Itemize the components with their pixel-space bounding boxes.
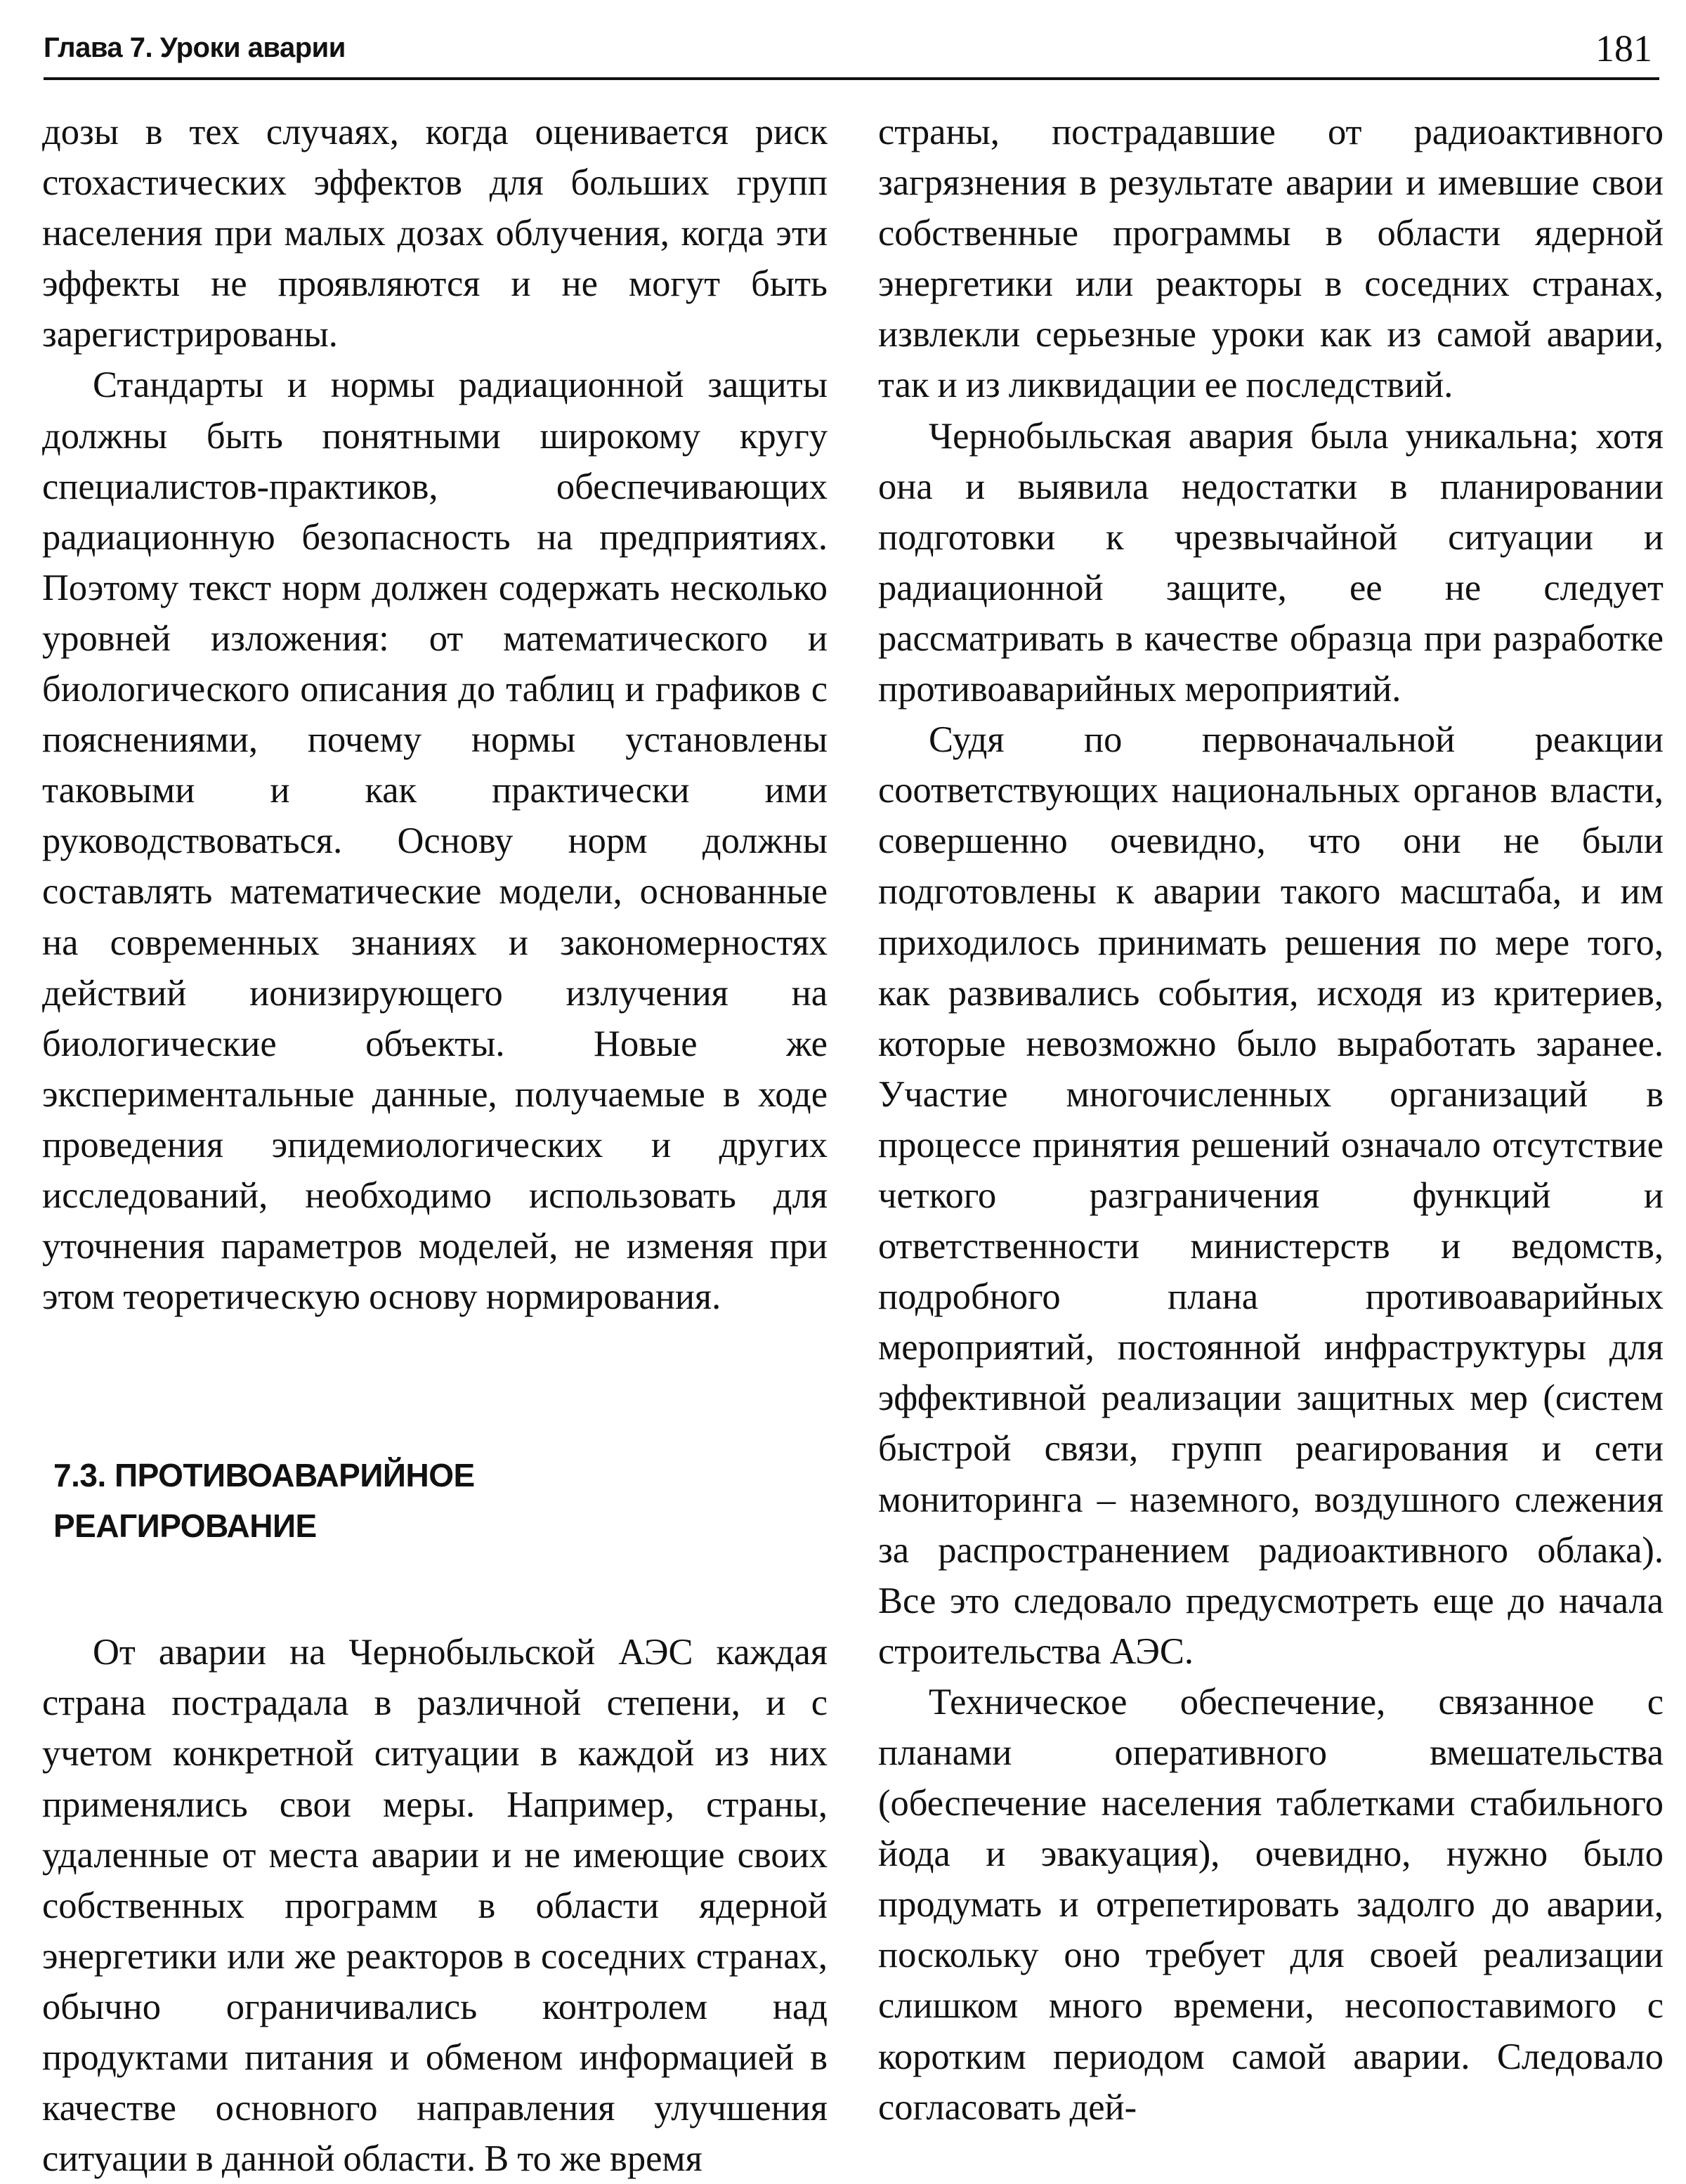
page-header [44,27,1659,80]
section-heading-line: 7.3. ПРОТИВОАВАРИЙНОЕ [53,1457,475,1494]
section-heading-line: РЕАГИРОВАНИЕ [53,1508,317,1545]
right-column [878,107,1664,2133]
paragraph: От аварии на Чернобыльской АЭС каждая страна пострадала в различной степени, и с учетом конкретной ситуации в каждой из них применялись свои меры. Например, страны, удаленные от места аварии и не имеющие своих собственных программ в области ядерной энергетики или же реакторов в соседних странах, обычно ограничивались контролем над продуктами питания и обменом информацией в качестве основного направления улучшения ситуации в данной области. В то же время [42,1632,828,2180]
paragraph: Чернобыльская авария была уникальна; хотя она и выявила недостатки в планировании подготовки к чрезвычайной ситуации и радиационной защите, ее не следует рассматривать в качестве образца при разработке противоаварийных мероприятий. [878,415,1664,710]
paragraph: Судя по первоначальной реакции соответствующих национальных органов власти, совершенно очевидно, что они не были подготовлены к аварии такого масштаба, и им приходилось принимать решения по мере того, как развивались события, исходя из критериев, которые невозможно было выработать заранее. Участие многочисленных организаций в процессе принятия решений означало отсутствие четкого разграничения функций и ответственности министерств и ведомств, подробного плана противоаварийных мероприятий, постоянной инфраструктуры для эффективной реализации защитных мер (систем быстрой связи, групп реагирования и сети мониторинга – наземного, воздушного слежения за распространением радиоактивного облака). Все это следовало предусмотреть еще до начала строительства АЭС. [878,719,1664,1672]
section-heading [53,1450,828,1551]
left-column [42,107,828,2184]
page-number: 181 [1595,27,1652,70]
paragraph: дозы в тех случаях, когда оценивается риск стохастических эффектов для больших групп населения при малых дозах облучения, когда эти эффекты не проявляются и не могут быть зарегистрированы. [42,112,828,355]
paragraph: Стандарты и нормы радиационной защиты должны быть понятными широкому кругу специалистов-практиков, обеспечивающих радиационную безопасность на предприятиях. Поэтому текст норм должен содержать несколько уровней изложения: от математического и биологического описания до таблиц и графиков с пояснениями, почему нормы установлены таковыми и как практически ими руководствоваться. Основу норм должны составлять математические модели, основанные на современных знаниях и закономерностях действий ионизирующего излучения на биологические объекты. Новые же экспериментальные данные, получаемые в ходе проведения эпидемиологических и других исследований, необходимо использовать для уточнения параметров моделей, не изменяя при этом теоретическую основу нормирования. [42,365,828,1318]
running-head: Глава 7. Уроки аварии [44,32,346,63]
paragraph: Техническое обеспечение, связанное с планами оперативного вмешательства (обеспечение населения таблетками стабильного йода и эвакуация), очевидно, нужно было продумать и отрепетировать задолго до аварии, поскольку оно требует для своей реализации слишком много времени, несопоставимого с коротким периодом самой аварии. Следовало согласовать дей- [878,1681,1664,2128]
paragraph: страны, пострадавшие от радиоактивного загрязнения в результате аварии и имевшие свои собственные программы в области ядерной энергетики или реакторы в соседних странах, извлекли серьезные уроки как из самой аварии, так и из ликвидации ее последствий. [878,112,1664,406]
